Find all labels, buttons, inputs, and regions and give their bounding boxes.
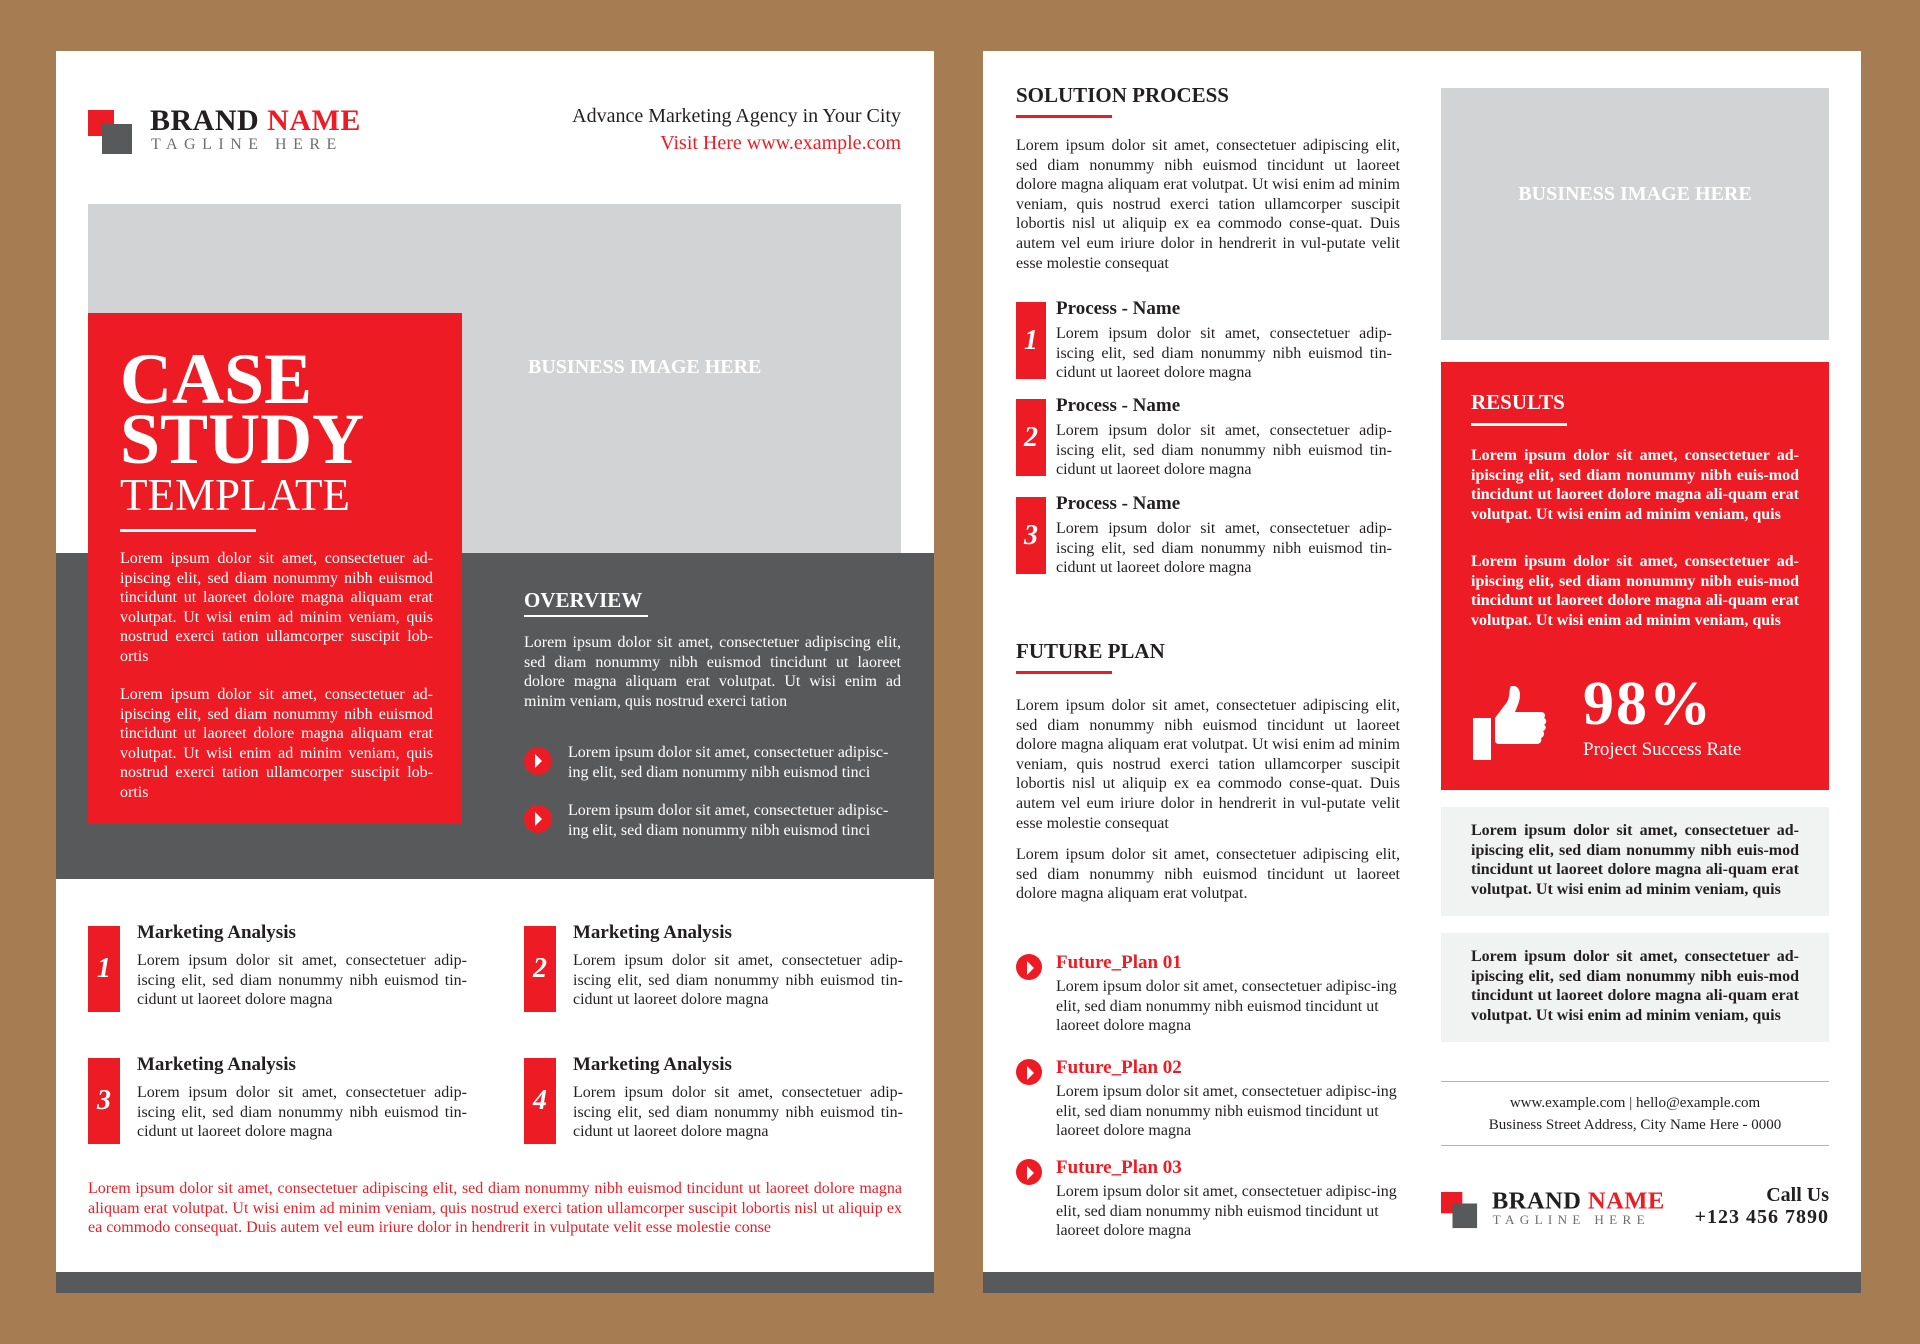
title-box: [88, 313, 462, 824]
agency-line: Advance Marketing Agency in Your City: [572, 105, 901, 127]
results-title: RESULTS: [1471, 390, 1565, 414]
note-text-2: Lorem ipsum dolor sit amet, consectetuer ad-ipiscing elit, sed diam nonummy nibh euis-mod tincidunt ut laoreet dolore magna ali-quam erat volutpat. Ut wisi enim ad minim veniam, quis: [1471, 948, 1799, 1024]
divider-bottom: [1441, 1145, 1829, 1146]
brand-name: BRAND NAME: [1491, 1187, 1665, 1215]
overview-title: OVERVIEW: [524, 588, 643, 612]
bottom-bar: [983, 1272, 1861, 1293]
plan-title-3: Future_Plan 03: [1056, 1157, 1182, 1178]
bottom-bar: [56, 1272, 934, 1293]
header-info: [572, 103, 901, 157]
future-underline: [1016, 671, 1112, 674]
step-title-1: Process - Name: [1056, 298, 1181, 319]
step-title-2: Process - Name: [1056, 395, 1181, 416]
intro-paragraph-2: Lorem ipsum dolor sit amet, consectetuer ad-ipiscing elit, sed diam nonummy nibh euismod tincidunt ut laoreet dolore magna aliquam erat volutpat. Ut wisi enim ad minim veniam, quis nostrud exerci tation ullamcorper suscipit lob-ortis: [120, 686, 433, 801]
solution-underline: [1016, 115, 1112, 118]
analysis-number-3: 3: [88, 1058, 120, 1144]
title-template: TEMPLATE: [120, 470, 350, 520]
success-rate-label: Project Success Rate: [1583, 739, 1742, 760]
step-text-3: Lorem ipsum dolor sit amet, consectetuer adip-iscing elit, sed diam nonummy nibh euismod tin-cidunt ut laoreet dolore magna: [1056, 520, 1392, 577]
analysis-number-1: 1: [88, 926, 120, 1012]
contact-address: Business Street Address, City Name Here - 0000: [1488, 1117, 1782, 1133]
contact-web-email[interactable]: www.example.com | hello@example.com: [1509, 1095, 1761, 1111]
brand-tagline: TAGLINE HERE: [151, 136, 343, 153]
analysis-text-2: Lorem ipsum dolor sit amet, consectetuer adip-iscing elit, sed diam nonummy nibh euismod tin-cidunt ut laoreet dolore magna: [573, 952, 903, 1009]
future-text-1: Lorem ipsum dolor sit amet, consectetuer adipiscing elit, sed diam nonummy nibh euismod tincidunt ut laoreet dolore magna aliquam erat volutpat. Ut wisi enim ad minim veniam, quis nostrud exerci tation ullamcorper suscipit lobortis nisl ut aliquip ex ea commodo conse-quat. Duis autem vel eum iriure dolor in hendrerit in vul-putate velit esse molestie consequat: [1016, 697, 1400, 832]
business-image-placeholder: BUSINESS IMAGE HERE: [88, 204, 901, 553]
step-text-2: Lorem ipsum dolor sit amet, consectetuer adip-iscing elit, sed diam nonummy nibh euismod tin-cidunt ut laoreet dolore magna: [1056, 422, 1392, 479]
logo-square-gray: [1452, 1203, 1477, 1228]
call-us-block: [1695, 1184, 1829, 1228]
step-number-1: 1: [1016, 302, 1046, 379]
overview-underline: [524, 615, 648, 617]
step-text-1: Lorem ipsum dolor sit amet, consectetuer adip-iscing elit, sed diam nonummy nibh euismod tin-cidunt ut laoreet dolore magna: [1056, 325, 1392, 382]
future-title: FUTURE PLAN: [1016, 639, 1165, 663]
plan-text-1: Lorem ipsum dolor sit amet, consectetuer adipisc-ing elit, sed diam nonummy nibh euismod tincidunt ut laoreet dolore magna: [1056, 978, 1397, 1035]
bullet-arrow-icon: [524, 805, 552, 833]
analysis-text-4: Lorem ipsum dolor sit amet, consectetuer adip-iscing elit, sed diam nonummy nibh euismod tin-cidunt ut laoreet dolore magna: [573, 1084, 903, 1141]
plan-arrow-icon: [1016, 1059, 1042, 1085]
title-underline: [120, 529, 256, 532]
plan-arrow-icon: [1016, 1159, 1042, 1185]
brand-name: BRAND NAME: [150, 104, 361, 137]
overview-text: Lorem ipsum dolor sit amet, consectetuer adipiscing elit, sed diam nonummy nibh euismod tincidunt ut laoreet dolore magna aliquam erat volutpat. Ut wisi enim ad minim veniam, quis nostrud exerci tation: [524, 634, 901, 710]
right-page: [983, 51, 1861, 1293]
brand-logo: [88, 104, 388, 160]
title-study: STUDY: [120, 399, 365, 479]
analysis-number-4: 4: [524, 1058, 556, 1144]
results-box: [1441, 362, 1829, 790]
footer-paragraph: Lorem ipsum dolor sit amet, consectetuer adipiscing elit, sed diam nonummy nibh euismod tincidunt ut laoreet dolore magna aliquam erat volutpat. Ut wisi enim ad minim veniam, quis nostrud exerci tation ullamcorper suscipit lobortis nisl ut aliquip ex ea commodo consequat. Duis autem vel eum iriure dolor in hendrerit in vulputate velit esse molestie conse: [88, 1180, 902, 1237]
results-underline: [1471, 423, 1567, 426]
brand-logo-footer: [1441, 1187, 1687, 1233]
business-image-placeholder: BUSINESS IMAGE HERE: [1441, 88, 1829, 340]
analysis-number-2: 2: [524, 926, 556, 1012]
overview-bullet-2: Lorem ipsum dolor sit amet, consectetuer adipisc-ing elit, sed diam nonummy nibh euismod tinci: [568, 802, 889, 839]
step-number-3: 3: [1016, 497, 1046, 574]
analysis-title-3: Marketing Analysis: [137, 1054, 296, 1075]
visit-link[interactable]: Visit Here www.example.com: [660, 132, 901, 154]
step-number-2: 2: [1016, 399, 1046, 476]
note-text-1: Lorem ipsum dolor sit amet, consectetuer ad-ipiscing elit, sed diam nonummy nibh euis-mod tincidunt ut laoreet dolore magna ali-quam erat volutpat. Ut wisi enim ad minim veniam, quis: [1471, 822, 1799, 898]
plan-arrow-icon: [1016, 954, 1042, 980]
brand-tagline: TAGLINE HERE: [1492, 1213, 1650, 1228]
solution-title: SOLUTION PROCESS: [1016, 83, 1229, 107]
solution-text: Lorem ipsum dolor sit amet, consectetuer adipiscing elit, sed diam nonummy nibh euismod tincidunt ut laoreet dolore magna aliquam erat volutpat. Ut wisi enim ad minim veniam, quis nostrud exerci tation ullamcorper suscipit lobortis nisl ut aliquip ex ea commodo conse-quat. Duis autem vel eum iriure dolor in hendrerit in vul-putate velit esse molestie consequat: [1016, 137, 1400, 272]
logo-square-gray: [102, 124, 132, 154]
plan-text-2: Lorem ipsum dolor sit amet, consectetuer adipisc-ing elit, sed diam nonummy nibh euismod tincidunt ut laoreet dolore magna: [1056, 1083, 1397, 1140]
analysis-title-4: Marketing Analysis: [573, 1054, 732, 1075]
overview-bullet-1: Lorem ipsum dolor sit amet, consectetuer adipisc-ing elit, sed diam nonummy nibh euismod tinci: [568, 744, 889, 781]
note-box-2: [1441, 933, 1829, 1042]
results-text-2: Lorem ipsum dolor sit amet, consectetuer ad-ipiscing elit, sed diam nonummy nibh euis-mod tincidunt ut laoreet dolore magna ali-quam erat volutpat. Ut wisi enim ad minim veniam, quis: [1471, 553, 1799, 629]
plan-title-1: Future_Plan 01: [1056, 952, 1182, 973]
success-rate-value: 98%: [1583, 670, 1713, 738]
title-case: CASE: [120, 339, 313, 419]
analysis-title-1: Marketing Analysis: [137, 922, 296, 943]
phone-number[interactable]: +123 456 7890: [1694, 1206, 1829, 1228]
results-text-1: Lorem ipsum dolor sit amet, consectetuer ad-ipiscing elit, sed diam nonummy nibh euis-mod tincidunt ut laoreet dolore magna ali-quam erat volutpat. Ut wisi enim ad minim veniam, quis: [1471, 447, 1799, 523]
future-text-2: Lorem ipsum dolor sit amet, consectetuer adipiscing elit, sed diam nonummy nibh euismod tincidunt ut laoreet dolore magna aliquam erat volutpat.: [1016, 846, 1400, 903]
thumbs-up-icon: [1471, 686, 1551, 762]
note-box-1: [1441, 807, 1829, 916]
analysis-text-3: Lorem ipsum dolor sit amet, consectetuer adip-iscing elit, sed diam nonummy nibh euismod tin-cidunt ut laoreet dolore magna: [137, 1084, 467, 1141]
contact-block: [1441, 1092, 1829, 1136]
divider-top: [1441, 1081, 1829, 1082]
analysis-title-2: Marketing Analysis: [573, 922, 732, 943]
bullet-arrow-icon: [524, 747, 552, 775]
call-us-label: Call Us: [1766, 1184, 1829, 1206]
step-title-3: Process - Name: [1056, 493, 1181, 514]
plan-text-3: Lorem ipsum dolor sit amet, consectetuer adipisc-ing elit, sed diam nonummy nibh euismod tincidunt ut laoreet dolore magna: [1056, 1183, 1397, 1240]
analysis-text-1: Lorem ipsum dolor sit amet, consectetuer adip-iscing elit, sed diam nonummy nibh euismod tin-cidunt ut laoreet dolore magna: [137, 952, 467, 1009]
plan-title-2: Future_Plan 02: [1056, 1057, 1182, 1078]
intro-paragraph-1: Lorem ipsum dolor sit amet, consectetuer ad-ipiscing elit, sed diam nonummy nibh euismod tincidunt ut laoreet dolore magna aliquam erat volutpat. Ut wisi enim ad minim veniam, quis nostrud exerci tation ullamcorper suscipit lob-ortis: [120, 550, 433, 665]
left-page: [56, 51, 934, 1293]
